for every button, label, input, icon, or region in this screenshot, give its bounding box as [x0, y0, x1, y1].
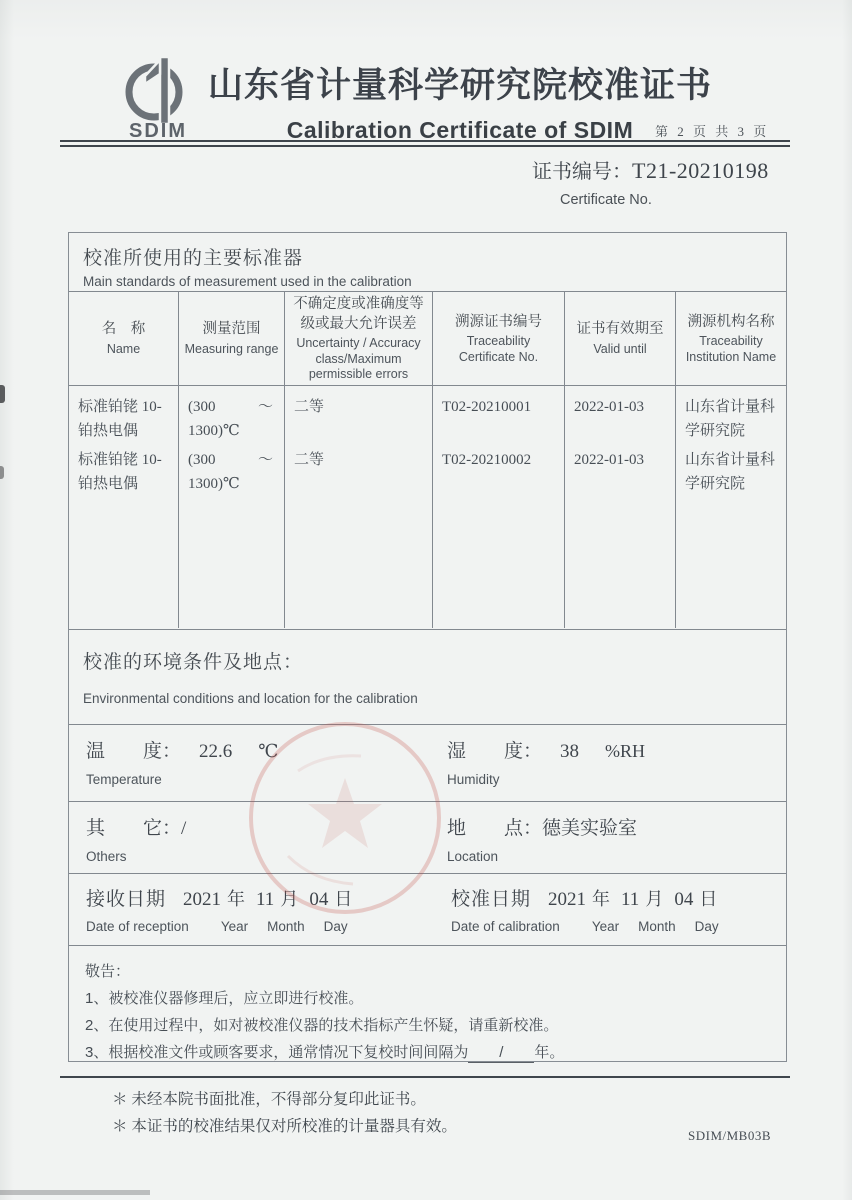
column-header-institution: 溯源机构名称 Traceability Institution Name: [685, 313, 777, 364]
footer-note-2: ＊ 本证书的校准结果仅对所校准的计量器具有效。: [112, 1118, 457, 1135]
table-cell: 标准铂铑 10-铂热电偶: [78, 399, 162, 439]
notice-item-2: 2、在使用过程中，如对被校准仪器的技术指标产生怀疑，请重新校准。: [85, 1017, 559, 1034]
table-cell: (300 ～ 1300)℃: [188, 399, 273, 439]
others-field: [69, 802, 430, 873]
scan-artifact: [0, 466, 4, 479]
notice-item-3: 3、根据校准文件或顾客要求，通常情况下复校时间间隔为 / 年。: [85, 1044, 565, 1061]
notice-section: [69, 945, 786, 1063]
reception-month: 11: [256, 889, 275, 910]
table-cell: 二等: [294, 452, 325, 468]
header-divider: [60, 140, 790, 147]
environment-title-en: Environmental conditions and location for the calibration: [83, 691, 418, 706]
calibration-date-label-zh: 校准日期: [451, 889, 532, 910]
humidity-unit: %RH: [605, 741, 646, 761]
temperature-humidity-row: [69, 724, 786, 801]
table-cell: 山东省计量科学研究院: [685, 399, 776, 439]
reception-day: 04: [309, 889, 329, 910]
others-label-en: Others: [86, 849, 127, 864]
table-col-grade: [285, 386, 433, 628]
standards-title-en: Main standards of measurement used in the calibration: [83, 274, 412, 289]
table-cell: 2022-01-03: [574, 452, 644, 468]
others-location-row: [69, 801, 786, 873]
scan-artifact: [0, 1190, 150, 1195]
environment-title-zh: 校准的环境条件及地点：: [83, 652, 304, 673]
page-indicator: 第 2 页 共 3 页: [655, 124, 770, 139]
temperature-value: 22.6: [199, 741, 233, 762]
table-col-institution: [676, 386, 786, 628]
reception-date-label-zh: 接收日期: [86, 889, 167, 910]
humidity-label-en: Humidity: [447, 772, 500, 787]
location-label-en: Location: [447, 849, 499, 864]
environment-section-header: [69, 629, 786, 724]
table-col-name: [69, 386, 179, 628]
table-col-cert-no: [433, 386, 565, 628]
temperature-label-zh: 温 度：: [86, 741, 182, 762]
page-subtitle: Calibration Certificate of SDIM: [286, 117, 634, 143]
column-header-traceability-cert: 溯源证书编号 Traceability Certificate No.: [433, 292, 565, 386]
certificate-number-block: [532, 155, 769, 208]
column-header-uncertainty: 不确定度或准确度等级或最大允许误差 Uncertainty / Accuracy class/Maximum permissible errors: [285, 292, 433, 386]
location-value: 德美实验室: [542, 818, 638, 839]
certificate-number: T21-20210198: [632, 158, 769, 183]
notice-title: 敬告：: [85, 963, 131, 980]
table-col-valid-until: [565, 386, 676, 628]
column-header-range: 测量范围 Measuring range: [179, 292, 285, 386]
location-field: [430, 802, 786, 873]
reception-date-label-en: Date of reception: [86, 919, 189, 934]
certificate-no-label-en: Certificate No.: [560, 192, 652, 208]
standards-title-zh: 校准所使用的主要标准器: [83, 248, 304, 269]
recalibration-interval-blank: /: [468, 1044, 534, 1063]
table-cell: T02-20210001: [442, 399, 532, 415]
humidity-label-zh: 湿 度：: [447, 741, 543, 762]
scan-artifact: [0, 385, 5, 403]
footer-note-1: ＊ 未经本院书面批准，不得部分复印此证书。: [112, 1091, 426, 1108]
standards-table: [69, 291, 786, 629]
reception-date-field: 接收日期 2021 年 11 月 04 日 Date of reception Year Month Day: [69, 884, 434, 945]
column-header-valid-until: 证书有效期至 Valid until: [565, 292, 676, 386]
main-content-box: [68, 232, 787, 1062]
standards-section-header: [69, 233, 786, 291]
page-title: 山东省计量科学研究院校准证书: [207, 66, 712, 105]
standards-table-header: [69, 291, 786, 386]
standards-table-body: [69, 386, 786, 628]
form-code: SDIM/MB03B: [688, 1128, 772, 1143]
humidity-value: 38: [560, 741, 580, 762]
calibration-date-field: 校准日期 2021 年 11 月 04 日 Date of calibration Year Month Day: [434, 884, 786, 945]
location-label-zh: 地 点：: [447, 818, 543, 839]
table-col-range: [179, 386, 285, 628]
calibration-day: 04: [674, 889, 694, 910]
table-cell: T02-20210002: [442, 452, 532, 468]
table-cell: 山东省计量科学研究院: [685, 452, 776, 492]
humidity-field: [430, 725, 786, 801]
dates-row: [69, 873, 786, 945]
column-header-name: 名 称 Name: [69, 292, 179, 386]
temperature-field: [69, 725, 430, 801]
calibration-year: 2021: [548, 889, 587, 910]
certificate-no-label-zh: 证书编号：: [532, 161, 632, 183]
temperature-label-en: Temperature: [86, 772, 162, 787]
others-value: /: [181, 818, 187, 839]
temperature-unit: ℃: [258, 741, 279, 761]
table-cell: 二等: [294, 399, 325, 415]
table-cell: 标准铂铑 10-铂热电偶: [78, 452, 162, 492]
notice-item-1: 1、被校准仪器修理后，应立即进行校准。: [85, 990, 364, 1007]
calibration-month: 11: [621, 889, 640, 910]
calibration-date-label-en: Date of calibration: [451, 919, 560, 934]
logo-caption: SDIM: [129, 120, 187, 142]
table-cell: (300 ～ 1300)℃: [188, 452, 273, 492]
footer-notes: [112, 1086, 457, 1140]
table-cell: 2022-01-03: [574, 399, 644, 415]
footer-divider: [60, 1076, 790, 1078]
reception-year: 2021: [183, 889, 222, 910]
others-label-zh: 其 它：: [86, 818, 182, 839]
